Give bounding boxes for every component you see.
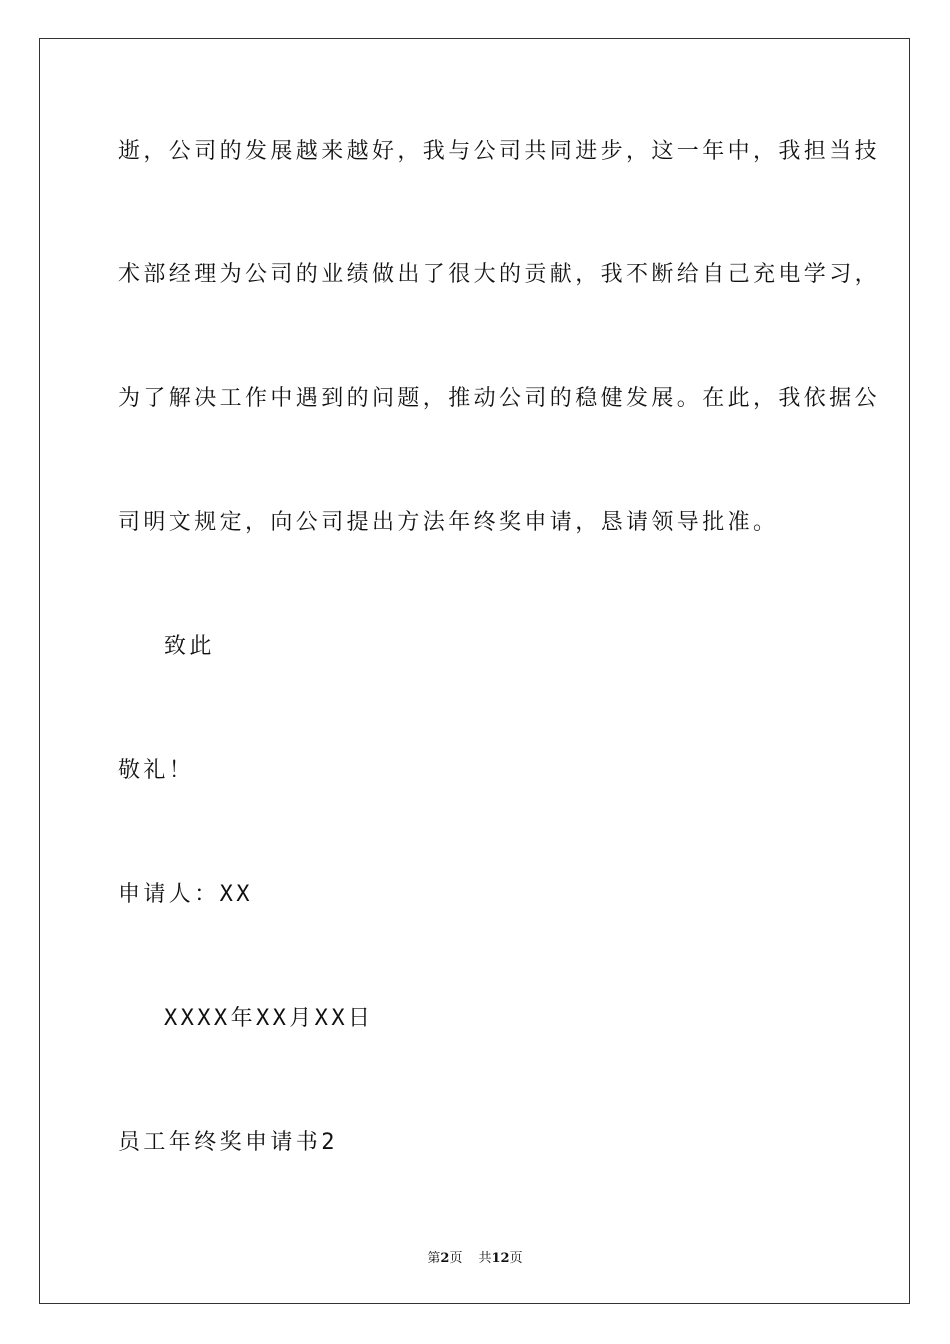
footer-page-current: 2 — [440, 1251, 450, 1266]
footer-total-suffix: 页 — [509, 1251, 523, 1266]
body-line-3: 为了解决工作中遇到的问题，推动公司的稳健发展。在此，我依据公 — [118, 386, 881, 411]
applicant-line: 申请人：XX — [118, 882, 253, 907]
closing-zhici: 致此 — [164, 634, 215, 659]
body-line-4: 司明文规定，向公司提出方法年终奖申请，恳请领导批准。 — [118, 510, 779, 535]
footer-page-suffix: 页 — [449, 1251, 463, 1266]
footer-total-pages: 12 — [491, 1251, 510, 1266]
footer-page-prefix: 第 — [427, 1251, 441, 1266]
body-line-1: 逝，公司的发展越来越好，我与公司共同进步，这一年中，我担当技 — [118, 139, 881, 164]
closing-jingli: 敬礼！ — [118, 758, 195, 783]
footer-total-prefix: 共 — [478, 1251, 492, 1266]
page-frame — [39, 38, 910, 1304]
date-line: XXXX年XX月XX日 — [164, 1006, 374, 1031]
page-footer — [0, 1247, 950, 1266]
next-section-title: 员工年终奖申请书2 — [118, 1130, 338, 1155]
body-line-2: 术部经理为公司的业绩做出了很大的贡献，我不断给自己充电学习， — [118, 262, 881, 287]
